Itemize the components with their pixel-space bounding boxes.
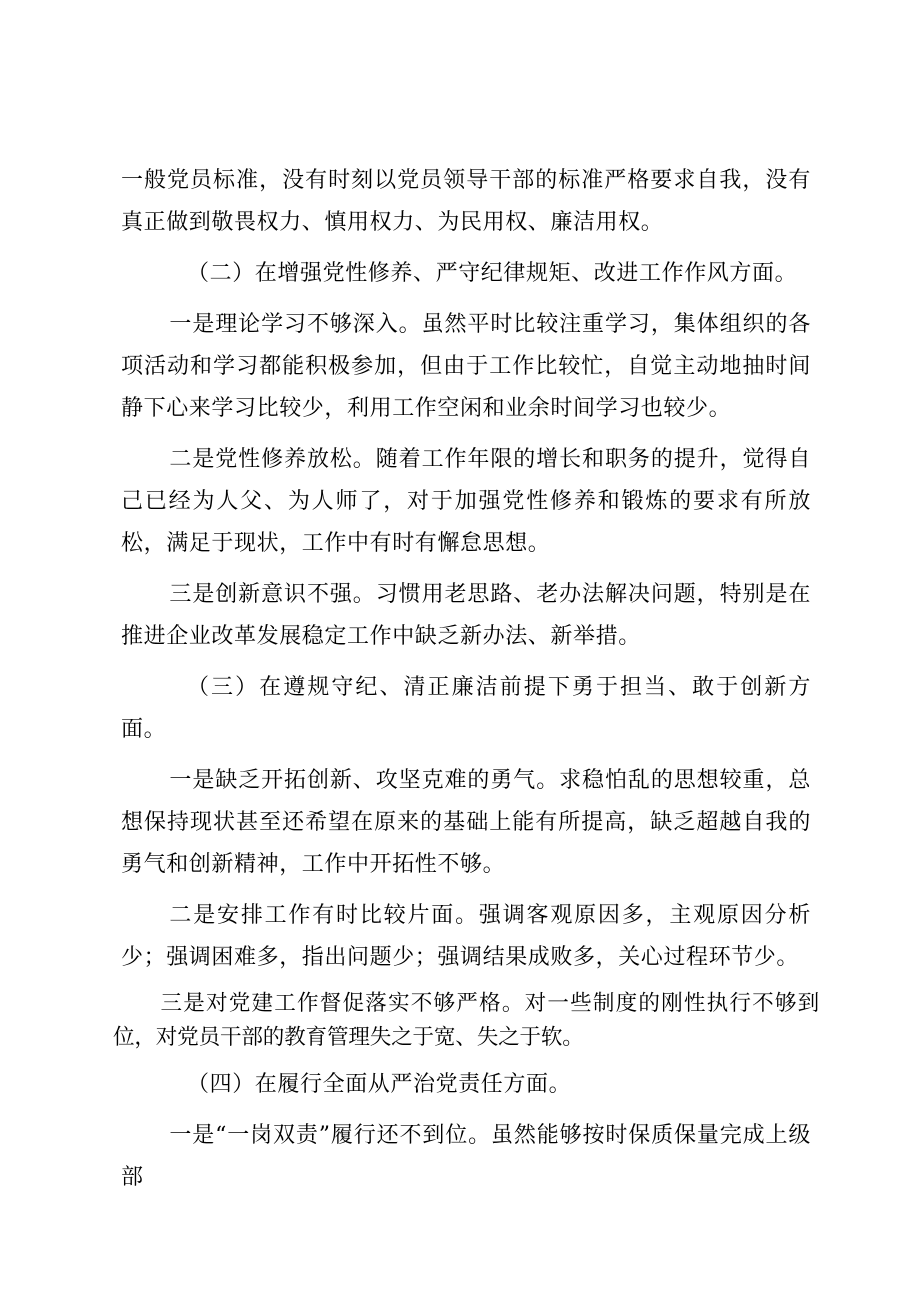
paragraph-innovation: 三是创新意识不强。习惯用老思路、老办法解决问题，特别是在推进企业改革发展稳定工作中缺乏新办法、新举措。: [121, 582, 811, 649]
paragraph-courage: 一是缺乏开拓创新、攻坚克难的勇气。求稳怕乱的思想较重，总想保持现状甚至还希望在原来的基础上能有所提高，缺乏超越自我的勇气和创新精神，工作中开拓性不够。: [121, 768, 811, 877]
paragraph-continuation: 一般党员标准，没有时刻以党员领导干部的标准严格要求自我，没有真正做到敬畏权力、慎用权力、为民用权、廉洁用权。: [121, 168, 811, 235]
section-heading-4: （四）在履行全面从严治党责任方面。: [187, 1072, 572, 1097]
paragraph-work-arrangement: 二是安排工作有时比较片面。强调客观原因多，主观原因分析少；强调困难多，指出问题少；强调结果成败多，关心过程环节少。: [121, 903, 811, 970]
paragraph-theory-study: 一是理论学习不够深入。虽然平时比较注重学习，集体组织的各项活动和学习都能积极参加，但由于工作比较忙，自觉主动地抽时间静下心来学习比较少，利用工作空闲和业余时间学习也较少。: [121, 312, 811, 421]
paragraph-party-building: 三是对党建工作督促落实不够严格。对一些制度的刚性执行不够到位，对党员干部的教育管理失之于宽、失之于软。: [113, 991, 819, 1050]
section-heading-2: （二）在增强党性修养、严守纪律规矩、改进工作作风方面。: [187, 261, 798, 286]
document-body: [113, 160, 819, 1199]
paragraph-dual-responsibility: 一是“一岗双责”履行还不到位。虽然能够按时保质保量完成上级部: [121, 1123, 811, 1190]
paragraph-party-spirit: 二是党性修养放松。随着工作年限的增长和职务的提升，觉得自己已经为人父、为人师了，对于加强党性修养和锻炼的要求有所放松，满足于现状，工作中有时有懈怠思想。: [121, 447, 811, 556]
section-heading-3: （三）在遵规守纪、清正廉洁前提下勇于担当、敢于创新方面。: [121, 675, 811, 742]
